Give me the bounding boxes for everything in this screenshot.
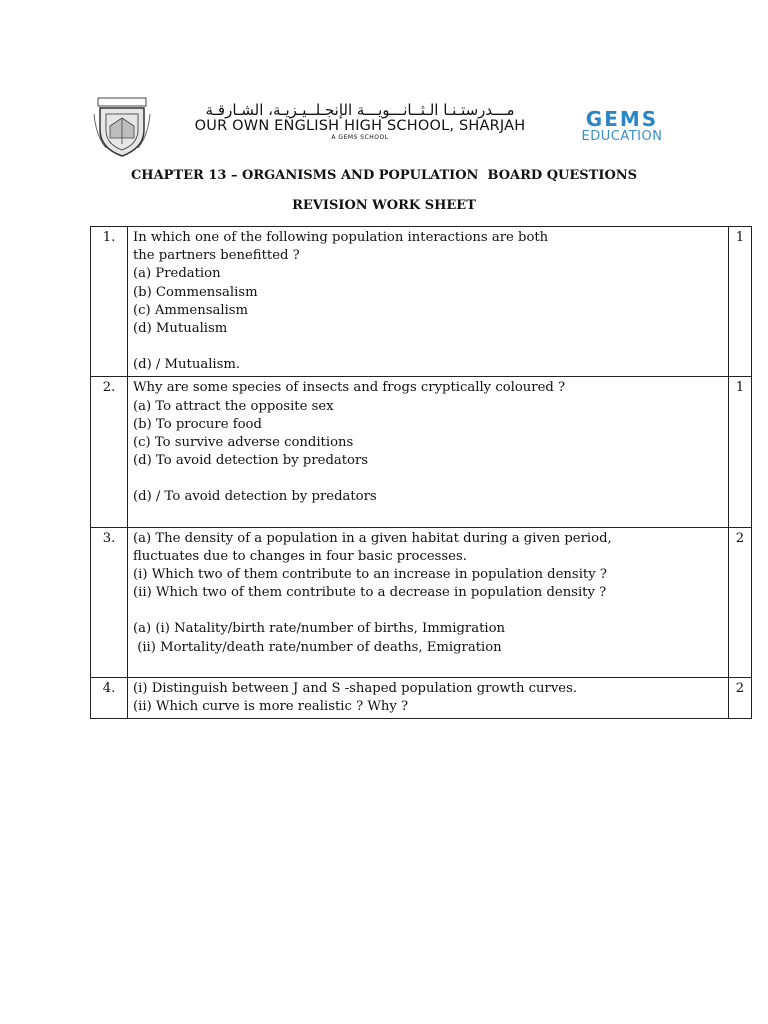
school-name-block bbox=[180, 102, 540, 142]
question-number: 1. bbox=[91, 227, 128, 377]
worksheet-title: CHAPTER 13 – ORGANISMS AND POPULATION BOARD QUESTIONS bbox=[130, 168, 638, 183]
question-line: the partners benefitted ? bbox=[133, 248, 300, 264]
worksheet-subtitle: REVISION WORK SHEET bbox=[292, 198, 476, 213]
question-line: (a) Predation bbox=[133, 266, 221, 282]
question-line: (b) Commensalism bbox=[133, 284, 258, 300]
question-number: 4. bbox=[91, 677, 128, 718]
answer-spacer bbox=[133, 338, 723, 356]
question-row bbox=[91, 377, 752, 527]
school-header bbox=[90, 96, 690, 160]
answer-line: (d) / Mutualism. bbox=[133, 357, 241, 373]
question-line: (i) Which two of them contribute to an increase in population density ? bbox=[133, 567, 607, 583]
question-line: (c) To survive adverse conditions bbox=[133, 435, 354, 451]
question-line: (a) To attract the opposite sex bbox=[133, 398, 334, 414]
question-number: 2. bbox=[91, 377, 128, 527]
question-body bbox=[128, 377, 729, 527]
question-line: (a) The density of a population in a given habitat during a given period, bbox=[133, 530, 612, 546]
gems-education-logo bbox=[570, 108, 674, 148]
question-line: Why are some species of insects and frogs cryptically coloured ? bbox=[133, 380, 566, 396]
answer-spacer bbox=[133, 470, 723, 488]
gems-logo-word: GEMS bbox=[585, 107, 659, 131]
gems-logo-subtitle: EDUCATION bbox=[581, 129, 663, 144]
question-marks: 1 bbox=[729, 227, 752, 377]
question-line: (i) Distinguish between J and S -shaped population growth curves. bbox=[133, 680, 578, 696]
question-row bbox=[91, 677, 752, 718]
question-line: (ii) Which two of them contribute to a decrease in population density ? bbox=[133, 585, 607, 601]
question-line: fluctuates due to changes in four basic processes. bbox=[133, 548, 467, 564]
answer-spacer bbox=[133, 602, 723, 620]
question-row bbox=[91, 527, 752, 677]
question-marks: 2 bbox=[729, 677, 752, 718]
question-marks: 1 bbox=[729, 377, 752, 527]
question-body bbox=[128, 527, 729, 677]
answer-line: (d) / To avoid detection by predators bbox=[133, 489, 377, 505]
answer-spacer bbox=[133, 657, 723, 675]
answer-spacer bbox=[133, 507, 723, 525]
question-body bbox=[128, 677, 729, 718]
question-marks: 2 bbox=[729, 527, 752, 677]
question-body bbox=[128, 227, 729, 377]
answer-line: (a) (i) Natality/birth rate/number of births, Immigration bbox=[133, 621, 506, 637]
question-row bbox=[91, 227, 752, 377]
questions-table bbox=[90, 226, 752, 719]
question-line: (d) To avoid detection by predators bbox=[133, 453, 369, 469]
question-line: (c) Ammensalism bbox=[133, 302, 249, 318]
school-name-arabic: مـــدرستـنـا الـثــانـــويـــة الإنجـلــيـزيـة، الشـارقـة bbox=[205, 101, 515, 119]
school-name-english: OUR OWN ENGLISH HIGH SCHOOL, SHARJAH bbox=[194, 118, 526, 134]
school-crest-logo bbox=[92, 96, 152, 158]
question-line: (b) To procure food bbox=[133, 416, 262, 432]
school-tagline: A GEMS SCHOOL bbox=[331, 134, 389, 141]
question-line: (d) Mutualism bbox=[133, 321, 228, 337]
question-line: In which one of the following population interactions are both bbox=[133, 230, 549, 245]
answer-line: (ii) Mortality/death rate/number of deaths, Emigration bbox=[133, 639, 502, 655]
question-line: (ii) Which curve is more realistic ? Why ? bbox=[133, 699, 409, 715]
question-number: 3. bbox=[91, 527, 128, 677]
